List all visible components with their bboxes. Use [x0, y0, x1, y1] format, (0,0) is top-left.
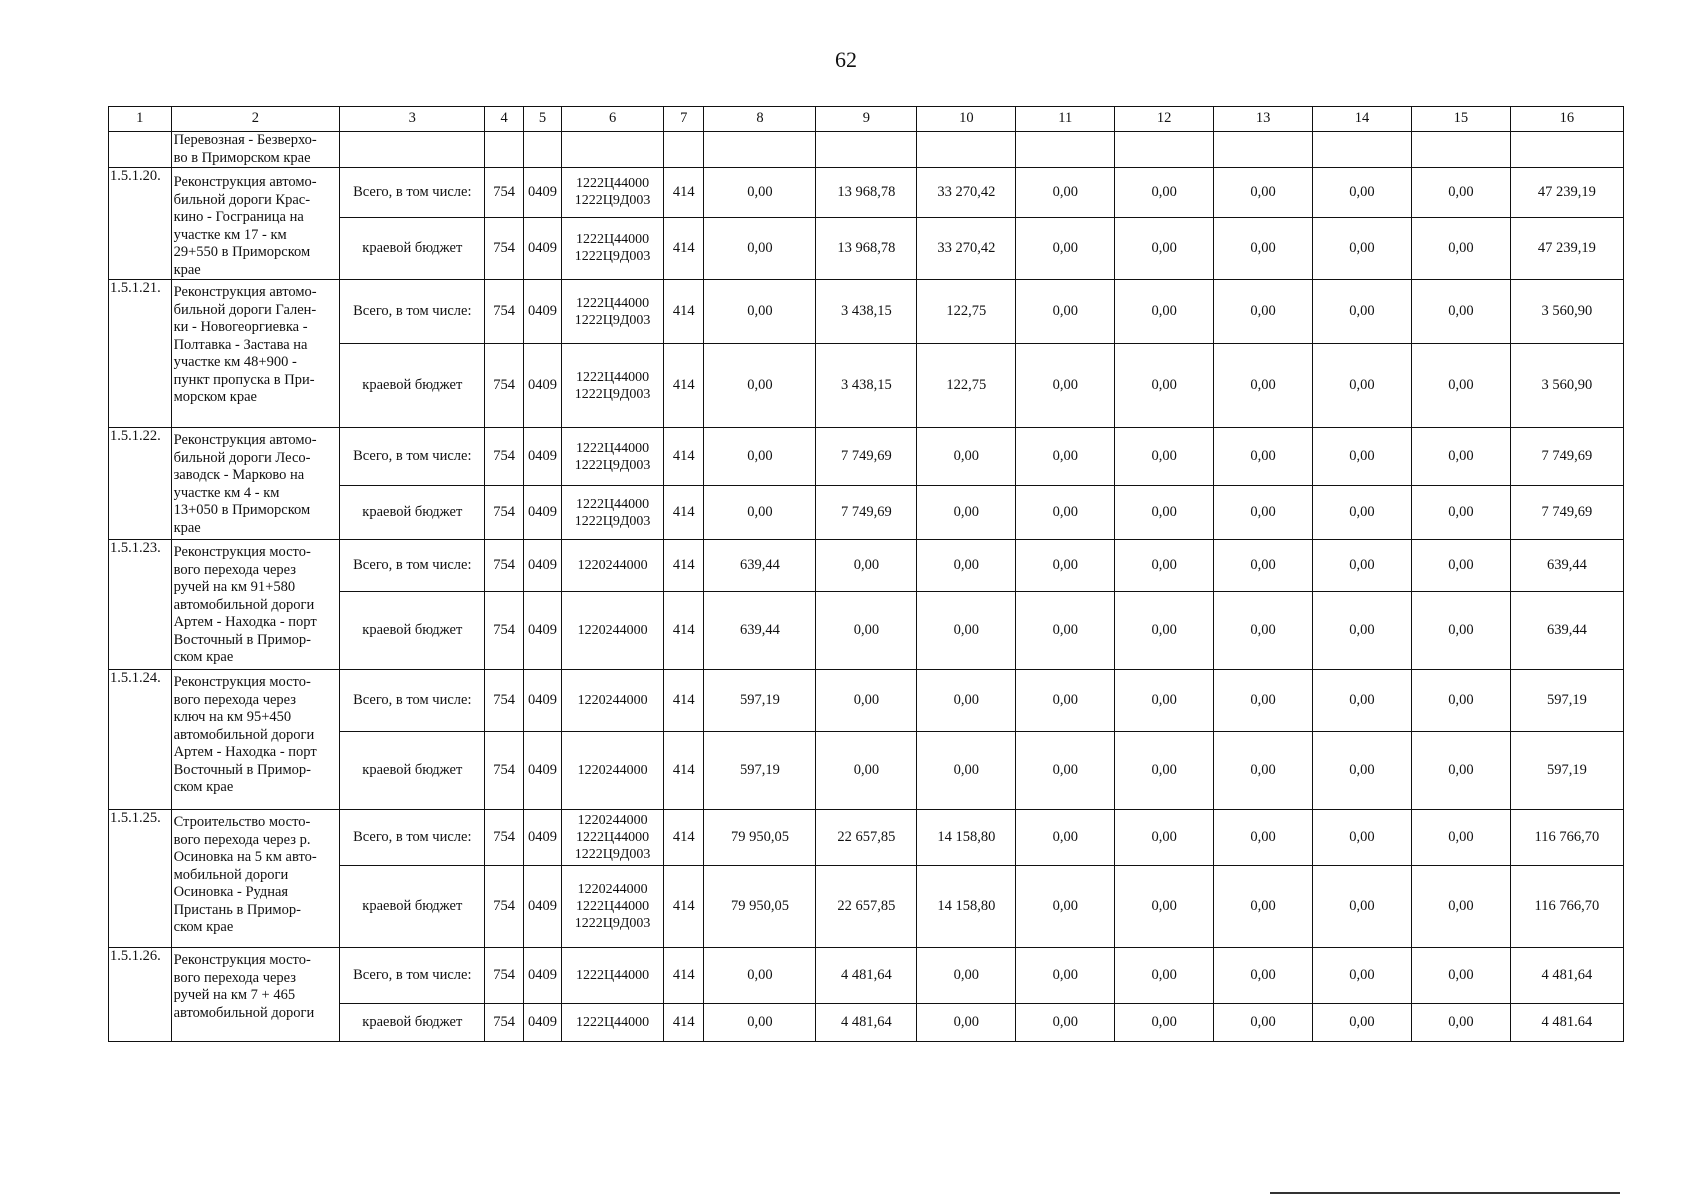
admin-code: 754 — [485, 428, 523, 486]
year-value: 0,00 — [1016, 280, 1115, 344]
item-number: 1.5.1.23. — [109, 540, 172, 670]
target-article-codes — [562, 428, 664, 486]
year-value: 33 270,42 — [917, 217, 1016, 279]
expense-type-code: 414 — [664, 280, 704, 344]
section-code: 0409 — [523, 428, 561, 486]
column-header-12: 12 — [1115, 107, 1214, 132]
target-article-codes — [562, 732, 664, 810]
admin-code: 754 — [485, 810, 523, 866]
year-value: 0,00 — [1313, 732, 1412, 810]
target-article-codes — [562, 670, 664, 732]
total-value: 3 560,90 — [1510, 344, 1623, 428]
target-article-code: 1222Ц9Д003 — [574, 249, 651, 265]
admin-code: 754 — [485, 344, 523, 428]
target-article-codes — [562, 344, 664, 428]
year-value: 0,00 — [1016, 344, 1115, 428]
expense-type-code: 414 — [664, 866, 704, 948]
year-value: 0,00 — [1214, 280, 1313, 344]
funding-source: Всего, в том числе: — [340, 168, 485, 218]
year-value: 0,00 — [1411, 428, 1510, 486]
target-article-code: 1222Ц9Д003 — [574, 312, 651, 328]
table-row — [109, 428, 1624, 486]
funding-source: Всего, в том числе: — [340, 810, 485, 866]
item-name: Реконструкция автомо- бильной дороги Лесо- заводск - Марково на участке км 4 - км 13+050 в Приморском крае — [171, 428, 340, 540]
year-value: 0,00 — [1115, 486, 1214, 540]
target-article-codes — [562, 1004, 664, 1042]
year-value: 0,00 — [704, 217, 816, 279]
empty-cell — [562, 132, 664, 168]
year-value: 0,00 — [917, 948, 1016, 1004]
empty-cell — [523, 132, 561, 168]
year-value: 639,44 — [704, 540, 816, 592]
page-number: 62 — [835, 47, 857, 72]
empty-cell — [917, 132, 1016, 168]
empty-cell — [1510, 132, 1623, 168]
year-value: 0,00 — [1115, 280, 1214, 344]
empty-cell — [1115, 132, 1214, 168]
admin-code: 754 — [485, 948, 523, 1004]
empty-cell — [816, 132, 917, 168]
target-article-code: 1222Ц9Д003 — [574, 513, 651, 529]
year-value: 0,00 — [1214, 866, 1313, 948]
target-article-code: 1222Ц9Д003 — [574, 457, 651, 473]
table-row — [109, 670, 1624, 732]
year-value: 0,00 — [816, 592, 917, 670]
column-header-9: 9 — [816, 107, 917, 132]
year-value: 0,00 — [704, 1004, 816, 1042]
year-value: 0,00 — [1411, 344, 1510, 428]
table-row — [109, 280, 1624, 344]
expense-type-code: 414 — [664, 428, 704, 486]
year-value: 0,00 — [1313, 948, 1412, 1004]
funding-source: краевой бюджет — [340, 592, 485, 670]
year-value: 0,00 — [917, 540, 1016, 592]
year-value: 0,00 — [1016, 866, 1115, 948]
expense-type-code: 414 — [664, 592, 704, 670]
target-article-codes — [562, 280, 664, 344]
section-code: 0409 — [523, 168, 561, 218]
year-value: 4 481,64 — [816, 1004, 917, 1042]
budget-table — [108, 106, 1624, 1042]
year-value: 13 968,78 — [816, 217, 917, 279]
year-value: 0,00 — [1115, 344, 1214, 428]
year-value: 0,00 — [1115, 732, 1214, 810]
item-name: Реконструкция автомо- бильной дороги Гален- ки - Новогеоргиевка - Полтавка - Застава на участке км 48+900 - пункт пропуска в При- морском крае — [171, 280, 340, 428]
continuation-name: Перевозная - Безверхо- во в Приморском крае — [171, 132, 340, 168]
target-article-code: 1222Ц44000 — [576, 830, 650, 845]
expense-type-code: 414 — [664, 732, 704, 810]
year-value: 3 438,15 — [816, 344, 917, 428]
target-article-codes — [562, 217, 664, 279]
column-header-3: 3 — [340, 107, 485, 132]
year-value: 0,00 — [704, 486, 816, 540]
year-value: 7 749,69 — [816, 428, 917, 486]
year-value: 0,00 — [1411, 592, 1510, 670]
section-code: 0409 — [523, 670, 561, 732]
year-value: 0,00 — [704, 168, 816, 218]
year-value: 0,00 — [1411, 948, 1510, 1004]
target-article-code: 1222Ц44000 — [576, 440, 650, 456]
admin-code: 754 — [485, 670, 523, 732]
year-value: 0,00 — [1016, 486, 1115, 540]
target-article-code: 1220244000 — [577, 882, 648, 897]
year-value: 0,00 — [1411, 280, 1510, 344]
target-article-code: 1222Ц9Д003 — [574, 386, 651, 402]
total-value: 47 239,19 — [1510, 168, 1623, 218]
empty-cell — [1313, 132, 1412, 168]
table-row — [109, 168, 1624, 218]
table-row — [109, 948, 1624, 1004]
year-value: 0,00 — [1411, 486, 1510, 540]
column-header-16: 16 — [1510, 107, 1623, 132]
section-code: 0409 — [523, 810, 561, 866]
funding-source: Всего, в том числе: — [340, 948, 485, 1004]
year-value: 0,00 — [1115, 866, 1214, 948]
empty-cell — [1016, 132, 1115, 168]
year-value: 0,00 — [1115, 810, 1214, 866]
item-number: 1.5.1.20. — [109, 168, 172, 280]
year-value: 122,75 — [917, 344, 1016, 428]
admin-code: 754 — [485, 1004, 523, 1042]
item-number: 1.5.1.24. — [109, 670, 172, 810]
total-value: 4 481,64 — [1510, 948, 1623, 1004]
expense-type-code: 414 — [664, 168, 704, 218]
year-value: 4 481,64 — [816, 948, 917, 1004]
year-value: 0,00 — [1411, 540, 1510, 592]
section-code: 0409 — [523, 866, 561, 948]
year-value: 0,00 — [1214, 810, 1313, 866]
column-header-6: 6 — [562, 107, 664, 132]
target-article-code: 1222Ц44000 — [576, 295, 650, 311]
year-value: 0,00 — [1214, 592, 1313, 670]
target-article-code: 1220244000 — [577, 623, 648, 638]
total-value: 597,19 — [1510, 732, 1623, 810]
year-value: 597,19 — [704, 670, 816, 732]
year-value: 0,00 — [1214, 217, 1313, 279]
year-value: 14 158,80 — [917, 866, 1016, 948]
total-value: 7 749,69 — [1510, 428, 1623, 486]
year-value: 0,00 — [1016, 428, 1115, 486]
year-value: 79 950,05 — [704, 810, 816, 866]
year-value: 0,00 — [1411, 670, 1510, 732]
year-value: 0,00 — [917, 592, 1016, 670]
year-value: 0,00 — [816, 540, 917, 592]
section-code: 0409 — [523, 948, 561, 1004]
footer-rule — [1270, 1192, 1620, 1194]
column-header-5: 5 — [523, 107, 561, 132]
table-body — [109, 107, 1624, 1042]
year-value: 0,00 — [1214, 1004, 1313, 1042]
section-code: 0409 — [523, 486, 561, 540]
year-value: 0,00 — [1313, 670, 1412, 732]
year-value: 0,00 — [917, 486, 1016, 540]
year-value: 0,00 — [1016, 948, 1115, 1004]
continuation-row — [109, 132, 1624, 168]
expense-type-code: 414 — [664, 217, 704, 279]
column-header-15: 15 — [1411, 107, 1510, 132]
section-code: 0409 — [523, 540, 561, 592]
target-article-code: 1222Ц44000 — [576, 232, 650, 248]
column-header-8: 8 — [704, 107, 816, 132]
year-value: 0,00 — [1411, 866, 1510, 948]
year-value: 14 158,80 — [917, 810, 1016, 866]
admin-code: 754 — [485, 540, 523, 592]
funding-source: краевой бюджет — [340, 344, 485, 428]
year-value: 0,00 — [1016, 217, 1115, 279]
funding-source: Всего, в том числе: — [340, 540, 485, 592]
admin-code: 754 — [485, 217, 523, 279]
admin-code: 754 — [485, 592, 523, 670]
column-header-14: 14 — [1313, 107, 1412, 132]
expense-type-code: 414 — [664, 1004, 704, 1042]
year-value: 0,00 — [1313, 217, 1412, 279]
year-value: 122,75 — [917, 280, 1016, 344]
empty-cell — [109, 132, 172, 168]
year-value: 0,00 — [1115, 670, 1214, 732]
year-value: 0,00 — [1313, 866, 1412, 948]
item-name: Реконструкция мосто- вого перехода через ручей на км 91+580 автомобильной дороги Артем - Находка - порт Восточный в Примор- ском крае — [171, 540, 340, 670]
year-value: 0,00 — [1115, 540, 1214, 592]
target-article-codes — [562, 592, 664, 670]
total-value: 4 481.64 — [1510, 1004, 1623, 1042]
year-value: 0,00 — [1411, 810, 1510, 866]
year-value: 0,00 — [1411, 732, 1510, 810]
column-header-2: 2 — [171, 107, 340, 132]
year-value: 7 749,69 — [816, 486, 917, 540]
admin-code: 754 — [485, 732, 523, 810]
year-value: 0,00 — [1214, 670, 1313, 732]
table-row — [109, 810, 1624, 866]
empty-cell — [1411, 132, 1510, 168]
target-article-codes — [562, 866, 664, 948]
year-value: 0,00 — [1016, 1004, 1115, 1042]
year-value: 0,00 — [1214, 428, 1313, 486]
year-value: 0,00 — [1115, 168, 1214, 218]
funding-source: краевой бюджет — [340, 866, 485, 948]
target-article-code: 1220244000 — [577, 813, 648, 828]
target-article-code: 1220244000 — [577, 763, 648, 778]
year-value: 0,00 — [1214, 168, 1313, 218]
funding-source: краевой бюджет — [340, 732, 485, 810]
column-header-1: 1 — [109, 107, 172, 132]
year-value: 22 657,85 — [816, 866, 917, 948]
target-article-codes — [562, 486, 664, 540]
year-value: 3 438,15 — [816, 280, 917, 344]
funding-source: краевой бюджет — [340, 217, 485, 279]
year-value: 0,00 — [1016, 168, 1115, 218]
year-value: 33 270,42 — [917, 168, 1016, 218]
item-number: 1.5.1.21. — [109, 280, 172, 428]
total-value: 639,44 — [1510, 592, 1623, 670]
empty-cell — [664, 132, 704, 168]
year-value: 0,00 — [1115, 592, 1214, 670]
year-value: 79 950,05 — [704, 866, 816, 948]
total-value: 47 239,19 — [1510, 217, 1623, 279]
year-value: 0,00 — [1016, 540, 1115, 592]
year-value: 0,00 — [1115, 1004, 1214, 1042]
total-value: 597,19 — [1510, 670, 1623, 732]
year-value: 22 657,85 — [816, 810, 917, 866]
target-article-code: 1220244000 — [577, 558, 648, 573]
column-header-7: 7 — [664, 107, 704, 132]
target-article-code: 1222Ц9Д003 — [574, 916, 651, 931]
total-value: 3 560,90 — [1510, 280, 1623, 344]
empty-cell — [704, 132, 816, 168]
year-value: 0,00 — [1115, 217, 1214, 279]
year-value: 0,00 — [1214, 540, 1313, 592]
year-value: 0,00 — [816, 732, 917, 810]
target-article-codes — [562, 168, 664, 218]
total-value: 116 766,70 — [1510, 866, 1623, 948]
year-value: 0,00 — [1016, 592, 1115, 670]
empty-cell — [485, 132, 523, 168]
target-article-code: 1222Ц44000 — [576, 968, 650, 983]
admin-code: 754 — [485, 280, 523, 344]
year-value: 0,00 — [1411, 168, 1510, 218]
year-value: 639,44 — [704, 592, 816, 670]
section-code: 0409 — [523, 217, 561, 279]
item-number: 1.5.1.22. — [109, 428, 172, 540]
section-code: 0409 — [523, 1004, 561, 1042]
year-value: 0,00 — [704, 948, 816, 1004]
total-value: 7 749,69 — [1510, 486, 1623, 540]
target-article-code: 1222Ц44000 — [576, 899, 650, 914]
column-header-10: 10 — [917, 107, 1016, 132]
year-value: 0,00 — [1214, 344, 1313, 428]
expense-type-code: 414 — [664, 810, 704, 866]
funding-source: краевой бюджет — [340, 486, 485, 540]
empty-cell — [1214, 132, 1313, 168]
item-name: Реконструкция автомо- бильной дороги Крас- кино - Госграница на участке км 17 - км 29+550 в Приморском крае — [171, 168, 340, 280]
section-code: 0409 — [523, 592, 561, 670]
item-name: Строительство мосто- вого перехода через р. Осиновка на 5 км авто- мобильной дороги Осиновка - Рудная Пристань в Примор- ском крае — [171, 810, 340, 948]
year-value: 0,00 — [1115, 948, 1214, 1004]
year-value: 13 968,78 — [816, 168, 917, 218]
total-value: 639,44 — [1510, 540, 1623, 592]
funding-source: Всего, в том числе: — [340, 670, 485, 732]
year-value: 0,00 — [917, 732, 1016, 810]
year-value: 0,00 — [1411, 1004, 1510, 1042]
year-value: 0,00 — [917, 670, 1016, 732]
expense-type-code: 414 — [664, 344, 704, 428]
target-article-code: 1222Ц9Д003 — [574, 193, 651, 209]
expense-type-code: 414 — [664, 486, 704, 540]
funding-source: краевой бюджет — [340, 1004, 485, 1042]
section-code: 0409 — [523, 344, 561, 428]
table-row — [109, 540, 1624, 592]
year-value: 0,00 — [1313, 428, 1412, 486]
year-value: 0,00 — [1313, 810, 1412, 866]
target-article-codes — [562, 810, 664, 866]
year-value: 0,00 — [816, 670, 917, 732]
year-value: 0,00 — [917, 428, 1016, 486]
column-header-11: 11 — [1016, 107, 1115, 132]
target-article-code: 1222Ц9Д003 — [574, 847, 651, 862]
expense-type-code: 414 — [664, 540, 704, 592]
year-value: 0,00 — [1411, 217, 1510, 279]
year-value: 0,00 — [704, 344, 816, 428]
item-name: Реконструкция мосто- вого перехода через ключ на км 95+450 автомобильной дороги Артем - Находка - порт Восточный в Примор- ском крае — [171, 670, 340, 810]
column-header-4: 4 — [485, 107, 523, 132]
year-value: 0,00 — [1313, 344, 1412, 428]
year-value: 0,00 — [1313, 486, 1412, 540]
admin-code: 754 — [485, 866, 523, 948]
target-article-codes — [562, 540, 664, 592]
total-value: 116 766,70 — [1510, 810, 1623, 866]
year-value: 0,00 — [1016, 732, 1115, 810]
target-article-code: 1222Ц44000 — [576, 369, 650, 385]
target-article-code: 1222Ц44000 — [576, 1015, 650, 1030]
admin-code: 754 — [485, 168, 523, 218]
year-value: 0,00 — [1313, 592, 1412, 670]
section-code: 0409 — [523, 732, 561, 810]
year-value: 0,00 — [1115, 428, 1214, 486]
year-value: 0,00 — [1016, 810, 1115, 866]
admin-code: 754 — [485, 486, 523, 540]
year-value: 597,19 — [704, 732, 816, 810]
year-value: 0,00 — [1214, 486, 1313, 540]
empty-cell — [340, 132, 485, 168]
year-value: 0,00 — [1214, 948, 1313, 1004]
year-value: 0,00 — [1313, 280, 1412, 344]
item-number: 1.5.1.26. — [109, 948, 172, 1042]
year-value: 0,00 — [1313, 540, 1412, 592]
column-header-13: 13 — [1214, 107, 1313, 132]
target-article-code: 1222Ц44000 — [576, 176, 650, 192]
header-row — [109, 107, 1624, 132]
target-article-code: 1220244000 — [577, 693, 648, 708]
target-article-codes — [562, 948, 664, 1004]
item-number: 1.5.1.25. — [109, 810, 172, 948]
funding-source: Всего, в том числе: — [340, 280, 485, 344]
funding-source: Всего, в том числе: — [340, 428, 485, 486]
expense-type-code: 414 — [664, 670, 704, 732]
expense-type-code: 414 — [664, 948, 704, 1004]
item-name: Реконструкция мосто- вого перехода через ручей на км 7 + 465 автомобильной дороги — [171, 948, 340, 1042]
section-code: 0409 — [523, 280, 561, 344]
year-value: 0,00 — [1313, 1004, 1412, 1042]
year-value: 0,00 — [1016, 670, 1115, 732]
year-value: 0,00 — [1313, 168, 1412, 218]
year-value: 0,00 — [704, 428, 816, 486]
year-value: 0,00 — [704, 280, 816, 344]
target-article-code: 1222Ц44000 — [576, 496, 650, 512]
year-value: 0,00 — [917, 1004, 1016, 1042]
year-value: 0,00 — [1214, 732, 1313, 810]
